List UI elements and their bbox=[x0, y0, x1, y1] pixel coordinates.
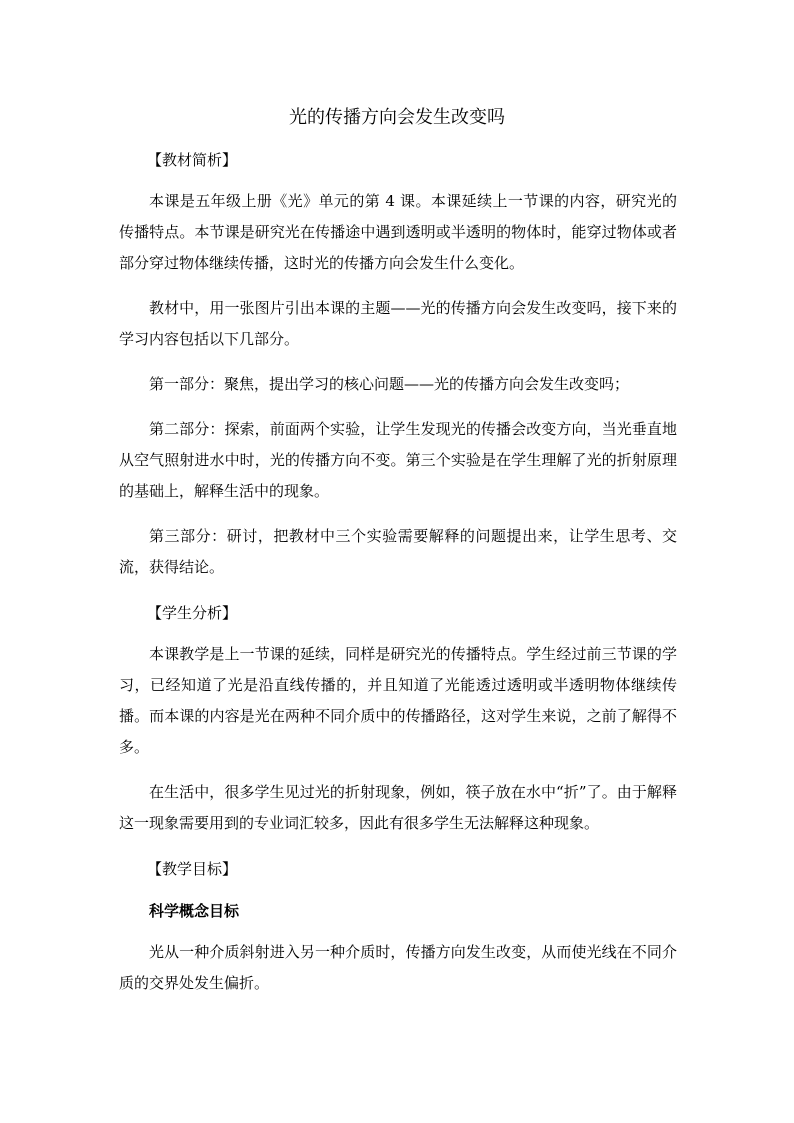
section-heading-teaching-goals: 【教学目标】 bbox=[147, 860, 238, 878]
paragraph: 在生活中，很多学生见过光的折射现象，例如，筷子放在水中“折”了。由于解释这一现象需要用到的专业词汇较多，因此有很多学生无法解释这种现象。 bbox=[119, 783, 677, 832]
section-heading-textbook-analysis: 【教材简析】 bbox=[147, 151, 238, 169]
document-title: 光的传播方向会发生改变吗 bbox=[289, 107, 505, 128]
paragraph: 第三部分：研讨，把教材中三个实验需要解释的问题提出来，让学生思考、交流，获得结论。 bbox=[119, 527, 677, 576]
paragraph: 第二部分：探索，前面两个实验，让学生发现光的传播会改变方向，当光垂直地从空气照射进水中时，光的传播方向不变。第三个实验是在学生理解了光的折射原理的基础上，解释生活中的现象。 bbox=[119, 420, 677, 500]
paragraph: 第一部分：聚焦，提出学习的核心问题——光的传播方向会发生改变吗； bbox=[149, 375, 630, 393]
paragraph: 本课教学是上一节课的延续，同样是研究光的传播特点。学生经过前三节课的学习，已经知道了光是沿直线传播的，并且知道了光能透过透明或半透明物体继续传播。而本课的内容是光在两种不同介质中的传播路径，这对学生来说，之前了解得不多。 bbox=[119, 645, 677, 756]
paragraph: 本课是五年级上册《光》单元的第 4 课。本课延续上一节课的内容，研究光的传播特点。本节课是研究光在传播途中遇到透明或半透明的物体时，能穿过物体或者部分穿过物体继续传播，这时光的传播方向会发生什么变化。 bbox=[119, 192, 677, 272]
paragraph: 光从一种介质斜射进入另一种介质时，传播方向发生改变，从而使光线在不同介质的交界处发生偏折。 bbox=[119, 943, 677, 992]
document-body bbox=[119, 148, 677, 999]
subheading-science-concept-goals: 科学概念目标 bbox=[149, 902, 240, 920]
section-heading-student-analysis: 【学生分析】 bbox=[147, 604, 238, 622]
paragraph: 教材中，用一张图片引出本课的主题——光的传播方向会发生改变吗，接下来的学习内容包括以下几部分。 bbox=[119, 299, 677, 348]
